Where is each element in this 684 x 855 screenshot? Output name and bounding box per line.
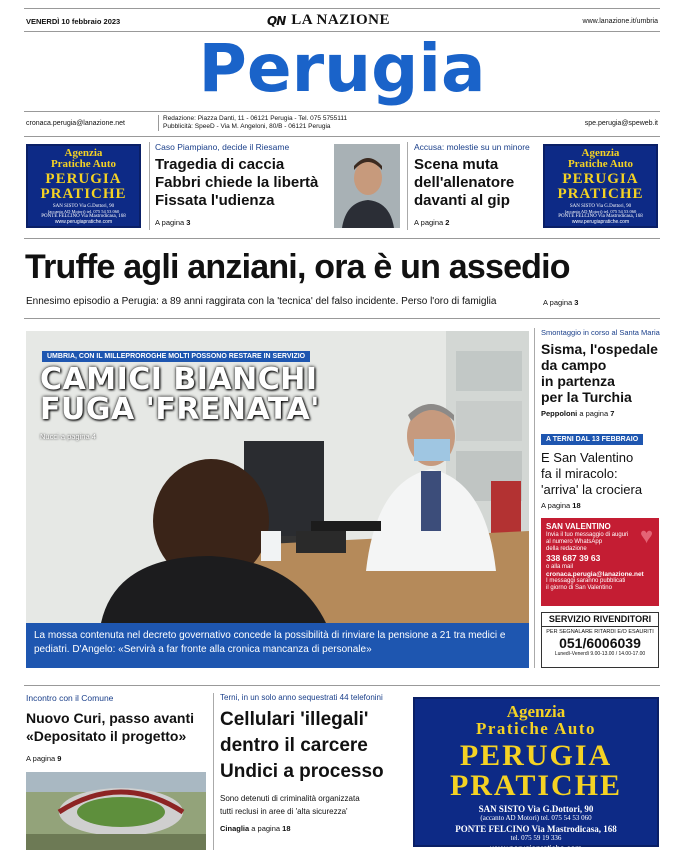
- headline: [220, 707, 405, 785]
- headline-line: «Depositato il progetto»: [26, 728, 187, 744]
- qn-logo-icon: QN: [267, 13, 286, 28]
- info-line: Pubblicità: SpeeD - Via M. Angeloni, 80/B - 06121 Perugia: [163, 123, 331, 130]
- kicker: Terni, in un solo anno sequestrati 44 telefonini: [220, 693, 383, 702]
- page-ref: Cinaglia a pagina 18: [220, 824, 291, 833]
- headline-line: Scena muta: [414, 156, 499, 173]
- photo-tag: [42, 345, 310, 363]
- kicker: Caso Piampiano, decide il Riesame: [155, 142, 290, 152]
- ad-text: (accanto AD Motori) tel. 075 54 53 060: [480, 814, 592, 822]
- info-line: Redazione: Piazza Danti, 11 - 06121 Perugia - Tel. 075 5755111: [163, 115, 348, 122]
- ad-text: SAN SISTO Via G.Dottori, 90: [52, 204, 115, 209]
- story-sisma[interactable]: [541, 328, 661, 418]
- box-text: I messaggi saranno pubblicati: [546, 578, 626, 584]
- box-text: il giorno di San Valentino: [546, 585, 612, 591]
- column-divider: [149, 142, 150, 230]
- box-text: al numero WhatsApp: [546, 539, 603, 545]
- headline: [414, 156, 539, 210]
- ad-right[interactable]: [543, 144, 658, 228]
- kicker: Incontro con il Comune: [26, 693, 114, 703]
- story-curi[interactable]: [26, 693, 208, 763]
- story-cellulari[interactable]: [220, 693, 405, 833]
- tag-label: UMBRIA, CON IL MILLEPROROGHE MOLTI POSSONO RESTARE IN SERVIZIO: [42, 351, 310, 362]
- ad-text: Agenzia: [64, 147, 103, 159]
- brand-name: LA NAZIONE: [291, 12, 391, 28]
- page-ref: A pagina 9: [26, 754, 62, 763]
- ad-text: Agenzia: [581, 147, 620, 159]
- box-title: SAN VALENTINO: [546, 522, 611, 531]
- ad-text: Pratiche Auto: [475, 719, 597, 738]
- headline: [541, 341, 661, 405]
- column-divider: [534, 328, 535, 668]
- stadium-image: [26, 772, 206, 850]
- photo-byline: Nucci a pagina 4: [40, 432, 96, 441]
- ad-text: PONTE FELCINO Via Mastrodicasa, 168: [41, 214, 126, 219]
- ad-text: PONTE FELCINO Via Mastrodicasa, 168: [455, 824, 617, 834]
- ad-text: SAN SISTO Via G.Dottori, 90: [569, 204, 632, 209]
- subhead-line: tutti reclusi in aree di 'alta sicurezza': [220, 807, 348, 816]
- headline-line: in partenza: [541, 373, 615, 389]
- ad-text: www.perugiapratiche.com: [571, 219, 630, 225]
- portrait-photo: [334, 144, 400, 228]
- ad-text: PERUGIA: [562, 171, 639, 187]
- ad-left[interactable]: [26, 144, 141, 228]
- portrait-image: [334, 144, 400, 228]
- ad-text: PONTE FELCINO Via Mastrodicasa, 168: [558, 214, 643, 219]
- ad-text: SAN SISTO Via G.Dottori, 90: [478, 804, 594, 814]
- page-ref: A pagina 18: [541, 501, 581, 510]
- headline-line: Sisma, l'ospedale: [541, 341, 658, 357]
- headline-line: fa il miracolo:: [541, 466, 618, 481]
- email-left[interactable]: cronaca.perugia@lanazione.net: [26, 120, 125, 127]
- tag-label: A TERNI DAL 13 FEBBRAIO: [541, 434, 643, 445]
- ad-text: tel. 075 59 19 336: [510, 834, 562, 842]
- ad-text: Pratiche Auto: [50, 158, 117, 170]
- box-title: SERVIZIO RIVENDITORI: [542, 613, 658, 627]
- headline-line: Cellulari 'illegali': [220, 709, 369, 730]
- stadium-photo: [26, 772, 206, 850]
- top-rule: [24, 8, 660, 9]
- headline: [26, 709, 208, 745]
- headline-line: da campo: [541, 357, 607, 373]
- masthead-rule: [24, 111, 660, 112]
- box-text: Lunedì-Venerdì 9.00-13.00 / 14.00-17.00: [554, 651, 646, 657]
- main-photo[interactable]: [26, 331, 529, 623]
- lead-subhead: Ennesimo episodio a Perugia: a 89 anni raggirata con la 'tecnica' del falso incidente. Perso l'oro di famiglia: [26, 296, 497, 307]
- ad-text: PRATICHE: [557, 186, 644, 202]
- ad-text: Pratiche Auto: [567, 158, 634, 170]
- headline-line: Fissata l'udienza: [155, 192, 275, 209]
- headline-line: davanti al gip: [414, 192, 510, 209]
- column-divider: [407, 142, 408, 230]
- photo-headline: [40, 362, 320, 427]
- page-ref: A pagina 3: [543, 298, 579, 307]
- box-phone: 338 687 39 63: [546, 553, 601, 563]
- box-text: della redazione: [546, 546, 587, 552]
- story-piampiano[interactable]: [155, 142, 330, 227]
- headline: [541, 450, 661, 498]
- subhead-line: Sono detenuti di criminalità organizzata: [220, 794, 360, 803]
- section-rule: [24, 685, 660, 686]
- section-rule: [24, 238, 660, 239]
- ad-text: (accanto AD Motori) tel. 075 54 53 060: [47, 209, 120, 214]
- page-ref: A pagina 3: [155, 218, 191, 227]
- column-divider: [213, 693, 214, 850]
- headline-line: 'arriva' la crociera: [541, 482, 643, 497]
- email-right[interactable]: spe.perugia@speweb.it: [584, 120, 658, 127]
- masthead: Perugia: [198, 30, 486, 107]
- box-mail[interactable]: cronaca.perugia@lanazione.net: [546, 571, 644, 578]
- ad-text: (accanto AD Motori) tel. 075 54 53 060: [564, 209, 637, 214]
- story-allenatore[interactable]: [414, 142, 539, 227]
- headline-line: Tragedia di caccia: [155, 156, 285, 173]
- san-valentino-box[interactable]: [541, 518, 659, 606]
- heart-icon: ♥: [639, 523, 653, 548]
- story-san-valentino[interactable]: [541, 428, 661, 510]
- kicker: Smontaggio in corso al Santa Maria: [541, 328, 660, 337]
- ad-text: PRATICHE: [40, 186, 127, 202]
- headline-line: dentro il carcere: [220, 735, 368, 756]
- section-rule: [24, 318, 660, 319]
- brand[interactable]: [267, 12, 390, 29]
- lead-headline[interactable]: Truffe agli anziani, ora è un assedio: [25, 248, 570, 286]
- ad-text: PRATICHE: [449, 769, 623, 802]
- headline-line: Fabbri chiede la libertà: [155, 174, 319, 191]
- ad-text: PERUGIA: [45, 171, 122, 187]
- headline-line: FUGA 'FRENATA': [40, 392, 320, 427]
- box-phone: 051/6006039: [559, 635, 641, 651]
- ad-text: PERUGIA: [459, 739, 613, 772]
- box-text: PER SEGNALARE RITARDI E/O ESAURITI: [546, 629, 654, 635]
- headline-line: Nuovo Curi, passo avanti: [26, 710, 195, 726]
- ad-text: Agenzia: [506, 702, 566, 721]
- ad-text: www.perugiapratiche.com: [490, 844, 582, 853]
- ad-bottom[interactable]: [413, 697, 659, 853]
- info-rule: [24, 136, 660, 137]
- headline-line: CAMICI BIANCHI: [40, 362, 318, 397]
- headline: [155, 156, 330, 210]
- subhead: [220, 792, 405, 818]
- site-url[interactable]: www.lanazione.it/umbria: [582, 18, 658, 25]
- page-ref: Peppoloni a pagina 7: [541, 409, 615, 418]
- headline-line: E San Valentino: [541, 450, 634, 465]
- headline-line: Undici a processo: [220, 761, 384, 782]
- rivenditori-box[interactable]: [541, 612, 659, 668]
- issue-date: VENERDÌ 10 febbraio 2023: [26, 17, 121, 26]
- box-text: Invia il tuo messaggio di auguri: [546, 532, 629, 538]
- ad-text: www.perugiapratiche.com: [54, 219, 113, 225]
- headline-line: dell'allenatore: [414, 174, 515, 191]
- photo-caption: La mossa contenuta nel decreto governativo concede la possibilità di rinviare la pensione a 21 tra medici e pediatri. D'Angelo: «Servirà a far fronte alla cronica mancanza di personale»: [26, 623, 529, 668]
- redazione-info: [158, 115, 347, 131]
- page-ref: A pagina 2: [414, 218, 450, 227]
- box-text: o alla mail: [546, 564, 574, 570]
- kicker: Accusa: molestie su un minore: [414, 142, 530, 152]
- headline-line: per la Turchia: [541, 389, 632, 405]
